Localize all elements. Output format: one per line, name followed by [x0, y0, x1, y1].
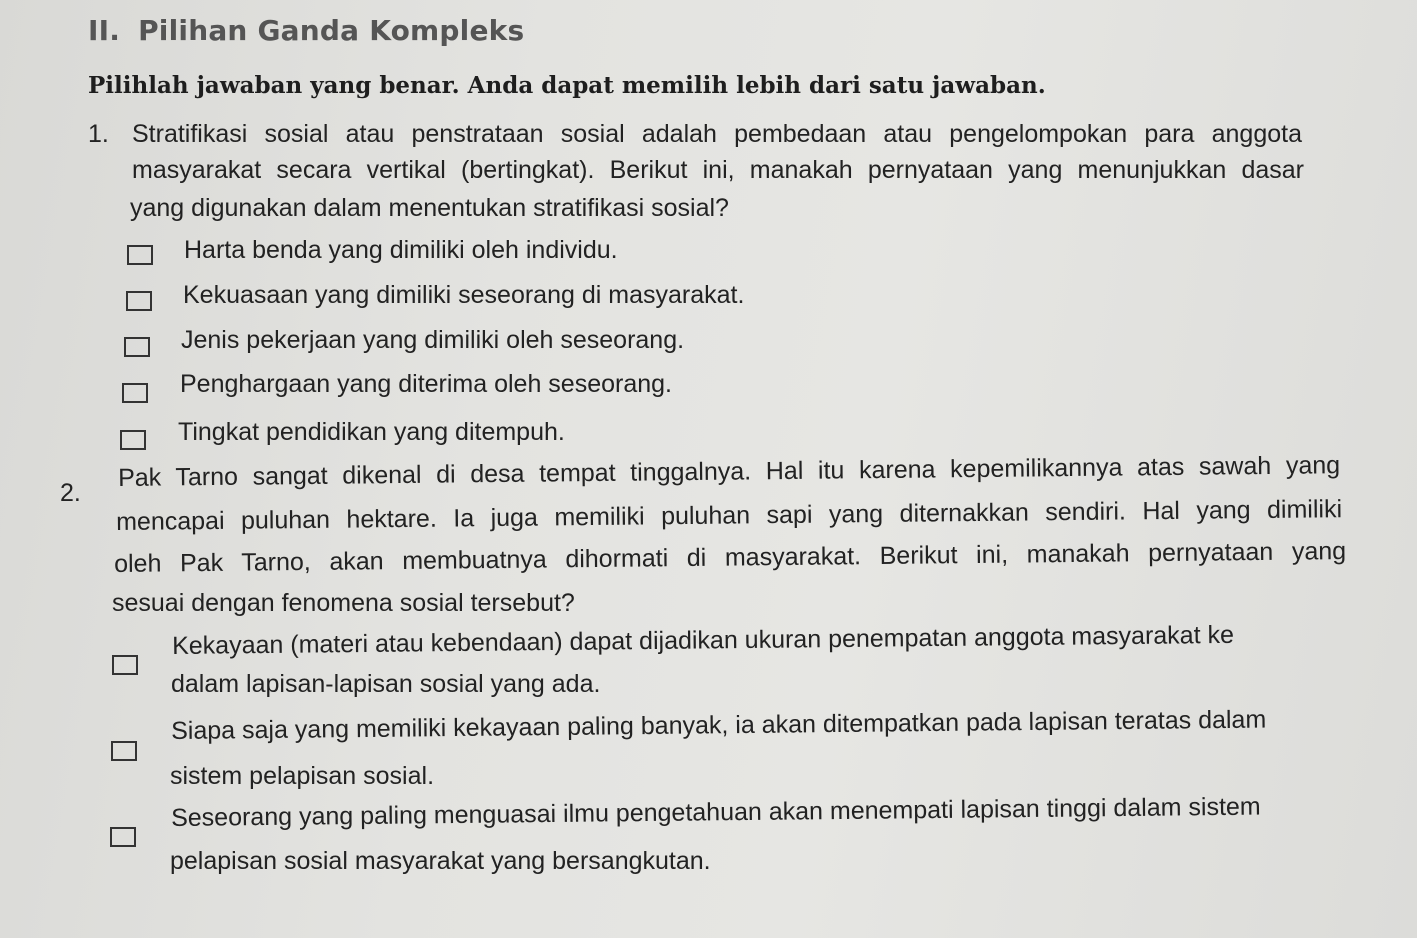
- question-number: 2.: [60, 479, 81, 507]
- option-label: Tingkat pendidikan yang ditempuh.: [178, 418, 565, 446]
- question-text-line: Stratifikasi sosial atau penstrataan sosial adalah pembedaan atau pengelompokan para anggota: [132, 120, 1302, 148]
- option-label: Jenis pekerjaan yang dimiliki oleh seseorang.: [181, 326, 685, 354]
- option-label-continued: pelapisan sosial masyarakat yang bersangkutan.: [170, 847, 711, 875]
- instruction-text: Pilihlah jawaban yang benar. Anda dapat memilih lebih dari satu jawaban.: [88, 72, 1046, 99]
- question-text-line: sesuai dengan fenomena sosial tersebut?: [112, 589, 575, 617]
- option-checkbox[interactable]: [122, 383, 148, 403]
- section-title: Pilihan Ganda Kompleks: [138, 14, 525, 47]
- option-checkbox[interactable]: [110, 827, 136, 847]
- question-text-line: oleh Pak Tarno, akan membuatnya dihormati di masyarakat. Berikut ini, manakah pernyataan yang: [114, 537, 1347, 578]
- option-label: Kekayaan (materi atau kebendaan) dapat dijadikan ukuran penempatan anggota masyarakat ke: [172, 620, 1235, 660]
- option-checkbox[interactable]: [111, 741, 137, 761]
- option-checkbox[interactable]: [120, 430, 146, 450]
- option-label-continued: dalam lapisan-lapisan sosial yang ada.: [171, 670, 601, 698]
- option-label: Penghargaan yang diterima oleh seseorang.: [180, 370, 673, 398]
- option-label: Kekuasaan yang dimiliki seseorang di masyarakat.: [183, 281, 745, 309]
- question-number: 1.: [88, 120, 109, 148]
- option-checkbox[interactable]: [124, 337, 150, 357]
- option-checkbox[interactable]: [126, 291, 152, 311]
- question-text-line: yang digunakan dalam menentukan stratifikasi sosial?: [130, 194, 729, 222]
- section-number: II.: [88, 14, 121, 47]
- option-label: Seseorang yang paling menguasai ilmu pengetahuan akan menempati lapisan tinggi dalam sistem: [171, 792, 1261, 832]
- question-text-line: masyarakat secara vertikal (bertingkat). Berikut ini, manakah pernyataan yang menunjukkan dasar: [132, 156, 1304, 184]
- section-heading: [88, 14, 524, 47]
- option-checkbox[interactable]: [127, 245, 153, 265]
- question-text-line: mencapai puluhan hektare. Ia juga memiliki puluhan sapi yang diternakkan sendiri. Hal yang dimiliki: [116, 495, 1343, 536]
- option-checkbox[interactable]: [112, 655, 138, 675]
- question-text-line: Pak Tarno sangat dikenal di desa tempat tinggalnya. Hal itu karena kepemilikannya atas sawah yang: [118, 451, 1341, 492]
- option-label-continued: sistem pelapisan sosial.: [170, 762, 435, 790]
- option-label: Harta benda yang dimiliki oleh individu.: [184, 236, 618, 264]
- option-label: Siapa saja yang memiliki kekayaan paling banyak, ia akan ditempatkan pada lapisan teratas dalam: [171, 705, 1267, 745]
